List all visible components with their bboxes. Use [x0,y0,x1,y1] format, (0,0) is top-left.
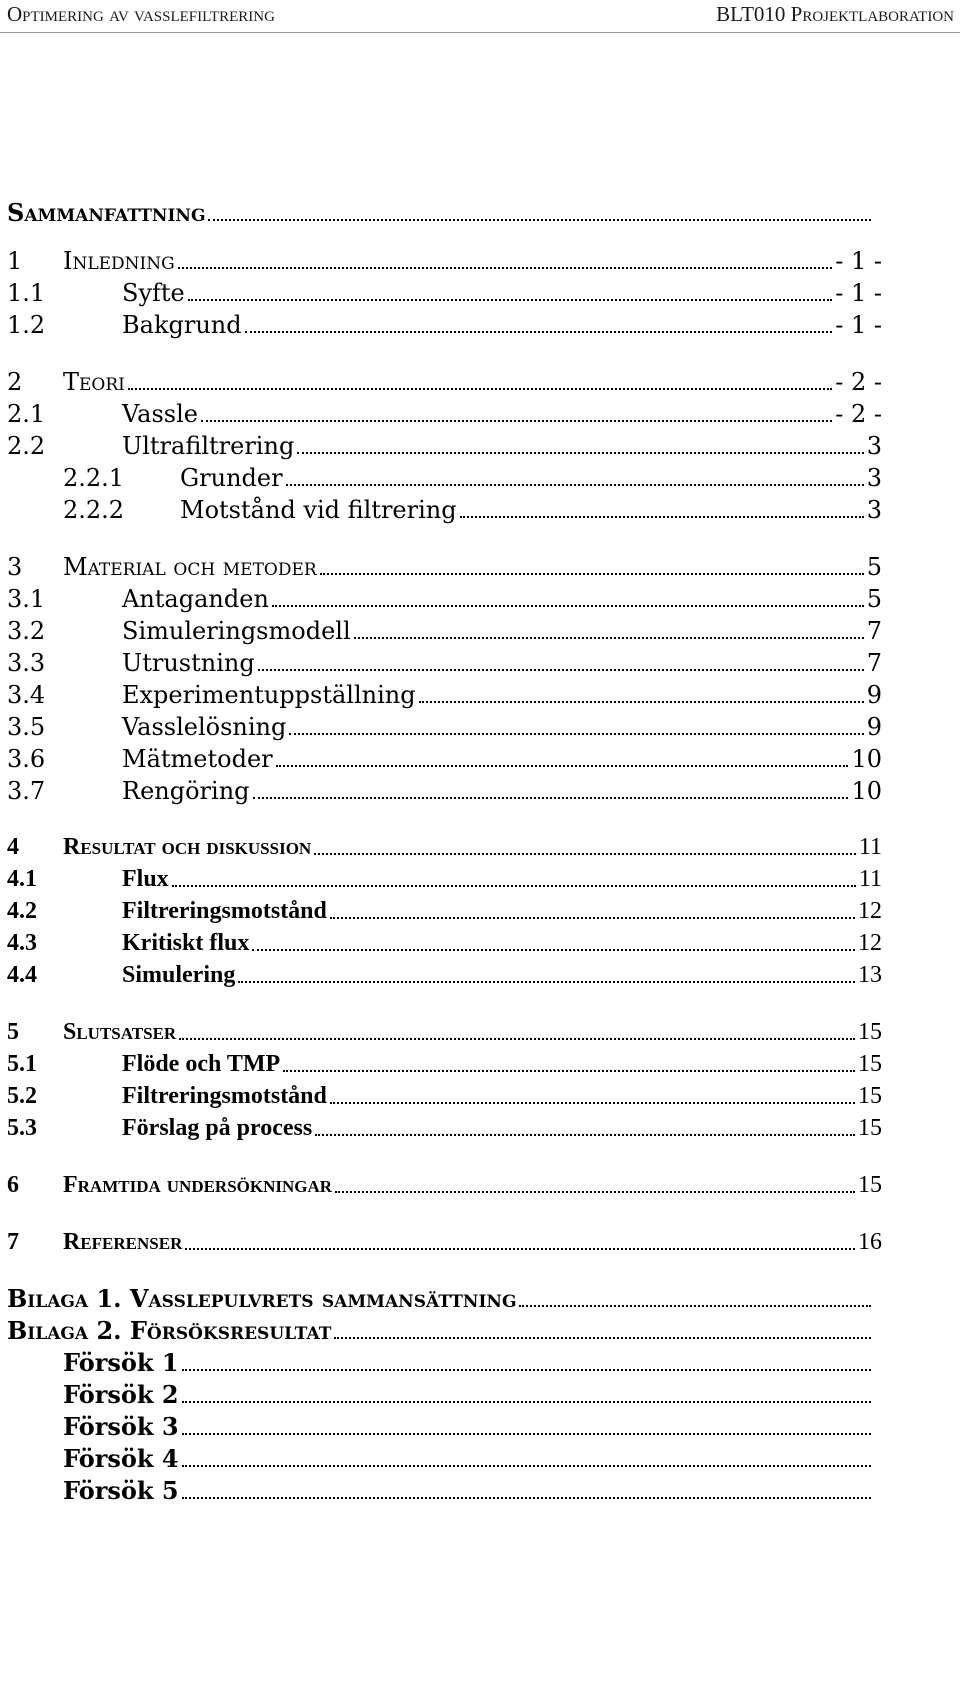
toc-entry-number: 2 [7,368,23,396]
toc-entry-page: 12 [858,930,882,956]
toc-dot-leader [315,1134,855,1136]
toc-entry-title: Grunder [180,464,283,492]
toc-entry[interactable] [7,277,882,309]
toc-dot-leader [182,1401,871,1403]
toc-entry[interactable] [7,1016,882,1048]
toc-entry[interactable] [7,895,882,927]
toc-dot-leader [238,981,855,983]
toc-entry-number: 3.4 [7,681,46,709]
toc-dot-leader [188,299,833,301]
toc-entry[interactable] [7,711,882,743]
toc-dot-leader [178,267,833,269]
toc-entry-title: Flux [122,866,169,892]
running-header-left: Optimering av vasslefiltrering [7,2,275,26]
toc-entry-page: - 1 - [835,247,882,275]
toc-entry-number: 3.1 [7,585,46,613]
toc-entry-title: Flöde och TMP [122,1051,281,1077]
toc-entry-page: 5 [866,553,882,581]
toc-entry-page: 9 [866,681,882,709]
toc-dot-leader [179,1038,855,1040]
toc-entry-title: Ultrafiltrering [122,432,295,460]
toc-entry-title: Filtreringsmotstånd [122,898,327,924]
toc-entry[interactable] [7,1080,882,1112]
toc-dot-leader [320,573,864,575]
toc-entry-title: Inledning [63,247,175,275]
toc-entry-title: Försök 1 [63,1348,179,1377]
toc-entry-title: Slutsatser [63,1019,177,1045]
toc-entry[interactable] [63,462,882,494]
toc-entry-page: 3 [866,432,882,460]
toc-entry-number: 3.5 [7,713,46,741]
toc-dot-leader [314,853,856,855]
header-rule [0,32,960,33]
toc-entry-number: 3 [7,553,23,581]
toc-dot-leader [283,1070,855,1072]
toc-entry-number: 5.2 [7,1083,37,1109]
toc-entry-number: 2.2 [7,432,46,460]
toc-entry-number: 1.1 [7,279,46,307]
running-header-right: BLT010 Projektlaboration [716,2,954,26]
toc-entry-page: 7 [866,649,882,677]
toc-entry-number: 4.1 [7,866,37,892]
toc-dot-leader [276,765,849,767]
toc-dot-leader [330,917,855,919]
toc-entry-title: Antaganden [122,585,269,613]
toc-entry[interactable] [63,1379,874,1411]
toc-entry[interactable] [7,583,882,615]
toc-dot-leader [182,1465,871,1467]
toc-entry-title: Vassle [122,400,198,428]
toc-entry[interactable] [7,959,882,991]
toc-dot-leader [208,219,871,221]
toc-entry-title: Framtida undersökningar [63,1172,333,1198]
toc-dot-leader [297,452,863,454]
toc-entry-page: - 1 - [835,311,882,339]
toc-entry-title: Försök 4 [63,1444,179,1473]
toc-dot-leader [419,701,864,703]
toc-entry[interactable] [7,1226,882,1258]
toc-entry[interactable] [63,1411,874,1443]
toc-dot-leader [182,1497,871,1499]
toc-entry-page: 7 [866,617,882,645]
toc-dot-leader [252,949,855,951]
toc-entry[interactable] [7,863,882,895]
toc-entry[interactable] [7,1112,882,1144]
toc-dot-leader [258,669,864,671]
toc-entry-number: 4.4 [7,962,37,988]
toc-entry-title: Försök 5 [63,1476,179,1505]
toc-entry-number: 3.2 [7,617,46,645]
toc-dot-leader [253,797,849,799]
toc-dot-leader [272,605,864,607]
toc-entry-title: Bilaga 1. Vasslepulvrets sammansättning [7,1284,517,1313]
toc-entry-page: 15 [858,1083,882,1109]
toc-entry-number: 1 [7,247,23,275]
toc-entry-page: 15 [858,1172,882,1198]
toc-entry-number: 4.2 [7,898,37,924]
toc-entry[interactable] [7,1169,882,1201]
toc-entry-title: Förslag på process [122,1115,313,1141]
toc-entry-number: 5 [7,1019,19,1045]
toc-entry-number: 4.3 [7,930,37,956]
toc-entry[interactable] [7,831,882,863]
toc-entry-title: Vasslelösning [122,713,287,741]
toc-entry-page: 15 [858,1019,882,1045]
toc-entry-page: 3 [866,496,882,524]
toc-dot-leader [354,637,864,639]
toc-dot-leader [182,1433,871,1435]
toc-entry[interactable] [7,551,882,583]
toc-entry-page: 12 [858,898,882,924]
toc-entry[interactable] [7,1283,874,1315]
toc-entry-page: 15 [858,1115,882,1141]
toc-entry-title: Resultat och diskussion [63,834,312,860]
toc-entry-title: Simuleringsmodell [122,617,351,645]
toc-entry-number: 5.3 [7,1115,37,1141]
toc-entry-title: Motstånd vid filtrering [180,496,457,524]
toc-entry[interactable] [7,775,882,807]
toc-dot-leader [289,733,863,735]
toc-entry[interactable] [7,927,882,959]
toc-entry-title: Försök 2 [63,1380,179,1409]
toc-entry[interactable] [63,1347,874,1379]
toc-entry-title: Syfte [122,279,185,307]
toc-entry-number: 5.1 [7,1051,37,1077]
toc-entry-title: Referenser [63,1229,183,1255]
toc-entry-page: 11 [858,834,882,860]
toc-entry-page: 5 [866,585,882,613]
toc-entry-title: Utrustning [122,649,255,677]
toc-dot-leader [460,516,864,518]
toc-entry-title: Teori [63,368,125,396]
toc-entry-page: 9 [866,713,882,741]
toc-entry[interactable] [7,398,882,430]
toc-entry-page: 10 [851,777,882,805]
toc-entry[interactable] [7,615,882,647]
toc-entry-title: Mätmetoder [122,745,273,773]
toc-entry-page: 16 [858,1229,882,1255]
toc-entry-number: 6 [7,1172,19,1198]
toc-entry-title: Försök 3 [63,1412,179,1441]
toc-entry-number: 1.2 [7,311,46,339]
toc-dot-leader [335,1191,855,1193]
toc-dot-leader [185,1248,855,1250]
toc-entry-title: Sammanfattning [7,198,206,227]
toc-entry-number: 2.2.1 [63,464,125,492]
toc-entry-title: Kritiskt flux [122,930,250,956]
toc-entry-page: - 1 - [835,279,882,307]
toc-entry-title: Rengöring [122,777,250,805]
toc-dot-leader [182,1369,871,1371]
toc-entry-page: 3 [866,464,882,492]
toc-dot-leader [201,420,832,422]
toc-dot-leader [334,1337,871,1339]
toc-entry[interactable] [7,430,882,462]
toc-entry-page: 15 [858,1051,882,1077]
toc-entry[interactable] [7,743,882,775]
toc-entry-page: 13 [858,962,882,988]
toc-entry-title: Bilaga 2. Försöksresultat [7,1316,332,1345]
toc-entry-title: Bakgrund [122,311,242,339]
toc-entry-number: 3.7 [7,777,46,805]
toc-entry-page: - 2 - [835,368,882,396]
toc-entry-title: Simulering [122,962,236,988]
toc-dot-leader [519,1305,871,1307]
toc-entry-number: 3.3 [7,649,46,677]
toc-dot-leader [286,484,864,486]
toc-entry[interactable] [7,1315,874,1347]
toc-entry[interactable] [63,494,882,526]
toc-entry-title: Material och metoder [63,553,317,581]
toc-entry[interactable] [7,309,882,341]
toc-dot-leader [330,1102,855,1104]
toc-entry-number: 2.2.2 [63,496,125,524]
toc-dot-leader [172,885,856,887]
toc-entry[interactable] [7,1048,882,1080]
toc-entry-page: 11 [858,866,882,892]
toc-entry-page: 10 [851,745,882,773]
toc-entry[interactable] [7,679,882,711]
toc-entry-title: Filtreringsmotstånd [122,1083,327,1109]
toc-entry[interactable] [7,197,874,229]
toc-entry-number: 2.1 [7,400,46,428]
toc-entry[interactable] [63,1443,874,1475]
toc-entry-number: 4 [7,834,19,860]
toc-dot-leader [128,388,832,390]
toc-entry-number: 7 [7,1229,19,1255]
toc-dot-leader [245,331,833,333]
toc-entry[interactable] [7,647,882,679]
toc-entry-title: Experimentuppställning [122,681,416,709]
toc-entry-number: 3.6 [7,745,46,773]
toc-entry[interactable] [63,1475,874,1507]
toc-entry-page: - 2 - [835,400,882,428]
toc-entry[interactable] [7,366,882,398]
toc-entry[interactable] [7,245,882,277]
